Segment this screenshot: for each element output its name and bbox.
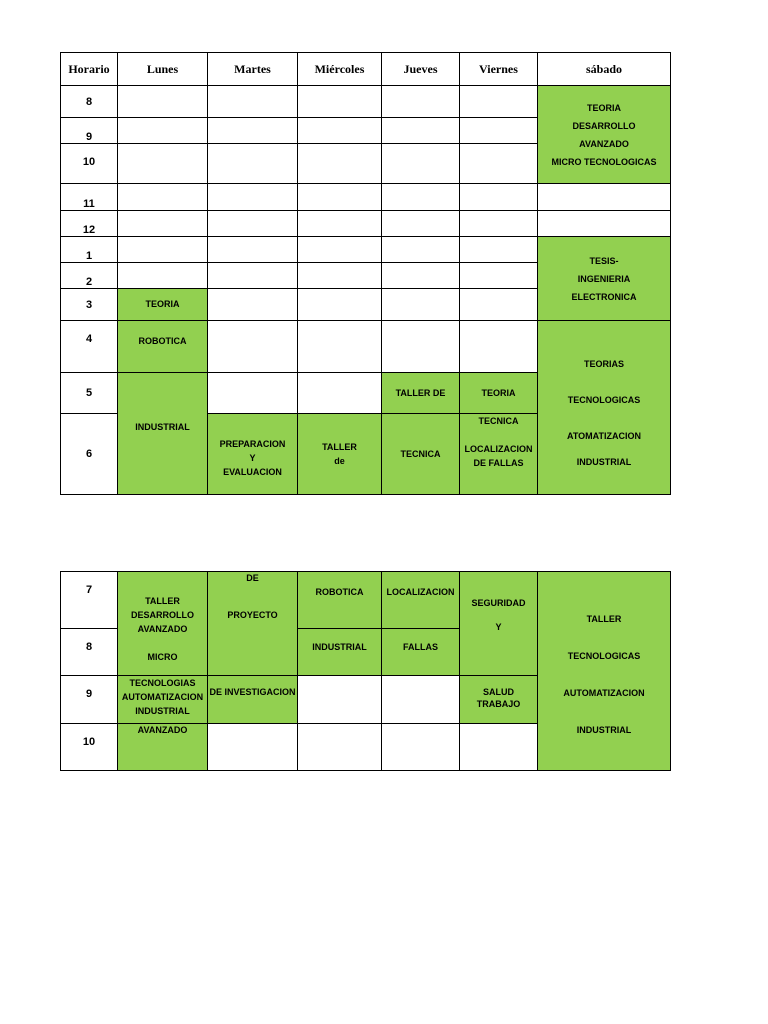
class-text: ELECTRONICA [571, 291, 637, 302]
empty-cell [208, 289, 298, 321]
class-text: TRABAJO [476, 699, 521, 709]
class-text: de [334, 456, 345, 466]
table-row [61, 86, 671, 118]
class-text: TESIS- [589, 255, 619, 266]
empty-cell [298, 321, 382, 373]
class-text: TECNOLOGICAS [567, 394, 641, 405]
class-cell-lunes-taller [118, 572, 208, 676]
empty-cell [460, 289, 538, 321]
class-text: SEGURIDAD [471, 598, 526, 608]
empty-cell [298, 373, 382, 414]
class-text: PREPARACION [219, 439, 286, 449]
empty-cell [382, 118, 460, 144]
class-cell-lunes-avanzado: AVANZADO [118, 724, 208, 771]
time-cell: 12 [61, 211, 118, 237]
class-text: TALLER [586, 614, 622, 624]
class-text: DESARROLLO [572, 120, 636, 131]
class-text: INGENIERIA [577, 273, 631, 284]
class-text: AUTOMATIZACION [563, 688, 645, 698]
time-cell: 10 [61, 144, 118, 184]
class-text: DE [246, 573, 259, 583]
empty-cell [298, 211, 382, 237]
empty-cell [382, 724, 460, 771]
class-text: TECNICA [478, 416, 519, 426]
empty-cell [460, 237, 538, 263]
empty-cell [298, 184, 382, 211]
class-text: AVANZADO [579, 138, 629, 149]
empty-cell [298, 724, 382, 771]
empty-cell [460, 211, 538, 237]
class-cell-lunes-teoria: TEORIA [118, 289, 208, 321]
class-text: TALLER [145, 596, 180, 606]
empty-cell [208, 118, 298, 144]
empty-cell [382, 184, 460, 211]
header-horario: Horario [61, 53, 118, 86]
class-text: AVANZADO [137, 624, 188, 634]
class-cell-jueves-taller: TALLER DE [382, 373, 460, 414]
class-cell-sabado-teorias [538, 321, 671, 495]
time-cell: 5 [61, 373, 118, 414]
time-cell: 8 [61, 86, 118, 118]
header-sabado: sábado [538, 53, 671, 86]
empty-cell [460, 184, 538, 211]
table-row [61, 572, 671, 629]
empty-cell [460, 321, 538, 373]
empty-cell [208, 237, 298, 263]
empty-cell [460, 86, 538, 118]
class-text: AUTOMATIZACION [121, 692, 204, 702]
class-cell-viernes-tecnica [460, 414, 538, 495]
class-cell-miercoles-taller [298, 414, 382, 495]
class-text: TEORIA [586, 102, 621, 113]
empty-cell [208, 724, 298, 771]
empty-cell [118, 86, 208, 118]
class-cell-viernes-salud [460, 676, 538, 724]
header-jueves: Jueves [382, 53, 460, 86]
class-text: INDUSTRIAL [576, 725, 632, 735]
empty-cell [118, 144, 208, 184]
empty-cell [298, 144, 382, 184]
class-cell-miercoles-robotica: ROBOTICA [298, 572, 382, 629]
class-cell-viernes-teoria: TEORIA [460, 373, 538, 414]
class-cell-lunes-tecnologias [118, 676, 208, 724]
class-text: SALUD [483, 687, 514, 697]
class-text: DESARROLLO [131, 610, 194, 620]
empty-cell [460, 724, 538, 771]
empty-cell [382, 237, 460, 263]
class-cell-sabado-teoria [538, 86, 671, 184]
empty-cell [208, 373, 298, 414]
empty-cell [382, 211, 460, 237]
class-cell-sabado-taller [538, 572, 671, 771]
empty-cell [118, 237, 208, 263]
table-row [61, 321, 671, 373]
class-cell-sabado-tesis [538, 237, 671, 321]
class-text: PROYECTO [227, 610, 278, 620]
empty-cell [460, 144, 538, 184]
empty-cell [298, 263, 382, 289]
time-cell: 10 [61, 724, 118, 771]
time-cell: 6 [61, 414, 118, 495]
class-text: TEORIAS [583, 358, 624, 369]
header-miercoles: Miércoles [298, 53, 382, 86]
empty-cell [382, 321, 460, 373]
class-text: TECNOLOGICAS [567, 651, 641, 661]
class-text: ATOMATIZACION [567, 430, 641, 441]
time-cell: 8 [61, 629, 118, 676]
class-text: Y [495, 622, 502, 632]
header-martes: Martes [208, 53, 298, 86]
class-cell-jueves-localizacion: LOCALIZACION [382, 572, 460, 629]
class-text: INDUSTRIAL [576, 456, 632, 467]
class-cell-jueves-fallas: FALLAS [382, 629, 460, 676]
time-cell: 2 [61, 263, 118, 289]
empty-cell [460, 118, 538, 144]
table-row [61, 211, 671, 237]
table-row [61, 184, 671, 211]
empty-cell [382, 86, 460, 118]
empty-cell [118, 211, 208, 237]
table-row [61, 237, 671, 263]
class-cell-jueves-tecnica: TECNICA [382, 414, 460, 495]
class-cell-lunes-robotica: ROBOTICA [118, 321, 208, 373]
class-cell-lunes-industrial: INDUSTRIAL [118, 373, 208, 495]
empty-cell [382, 676, 460, 724]
schedule-table-2 [60, 571, 671, 771]
class-cell-martes-preparacion [208, 414, 298, 495]
schedule-table-1 [60, 52, 671, 495]
class-text: TECNOLOGIAS [129, 678, 196, 688]
empty-cell [208, 263, 298, 289]
class-text: DE FALLAS [473, 458, 524, 468]
empty-cell [118, 184, 208, 211]
empty-cell [208, 144, 298, 184]
class-cell-miercoles-industrial: INDUSTRIAL [298, 629, 382, 676]
empty-cell [298, 237, 382, 263]
empty-cell [208, 86, 298, 118]
empty-cell [460, 263, 538, 289]
empty-cell [118, 118, 208, 144]
header-viernes: Viernes [460, 53, 538, 86]
class-text: MICRO [147, 652, 178, 662]
empty-cell [382, 263, 460, 289]
empty-cell [208, 211, 298, 237]
time-cell: 3 [61, 289, 118, 321]
empty-cell [298, 289, 382, 321]
empty-cell [538, 184, 671, 211]
class-text: LOCALIZACION [464, 444, 533, 454]
class-cell-viernes-seguridad [460, 572, 538, 676]
empty-cell [208, 184, 298, 211]
empty-cell [538, 211, 671, 237]
empty-cell [298, 676, 382, 724]
empty-cell [118, 263, 208, 289]
empty-cell [298, 118, 382, 144]
time-cell: 9 [61, 676, 118, 724]
empty-cell [382, 289, 460, 321]
time-cell: 1 [61, 237, 118, 263]
empty-cell [298, 86, 382, 118]
empty-cell [208, 321, 298, 373]
empty-cell [382, 144, 460, 184]
class-text: INDUSTRIAL [135, 706, 190, 716]
time-cell: 9 [61, 118, 118, 144]
time-cell: 4 [61, 321, 118, 373]
time-cell: 11 [61, 184, 118, 211]
class-text: TALLER [322, 442, 357, 452]
class-cell-martes-proyecto [208, 572, 298, 676]
header-lunes: Lunes [118, 53, 208, 86]
class-text: MICRO TECNOLOGICAS [551, 156, 657, 167]
header-row [61, 53, 671, 86]
class-text: Y [249, 453, 256, 463]
class-text: EVALUACION [223, 467, 282, 477]
class-cell-martes-investigacion: DE INVESTIGACION [208, 676, 298, 724]
time-cell: 7 [61, 572, 118, 629]
